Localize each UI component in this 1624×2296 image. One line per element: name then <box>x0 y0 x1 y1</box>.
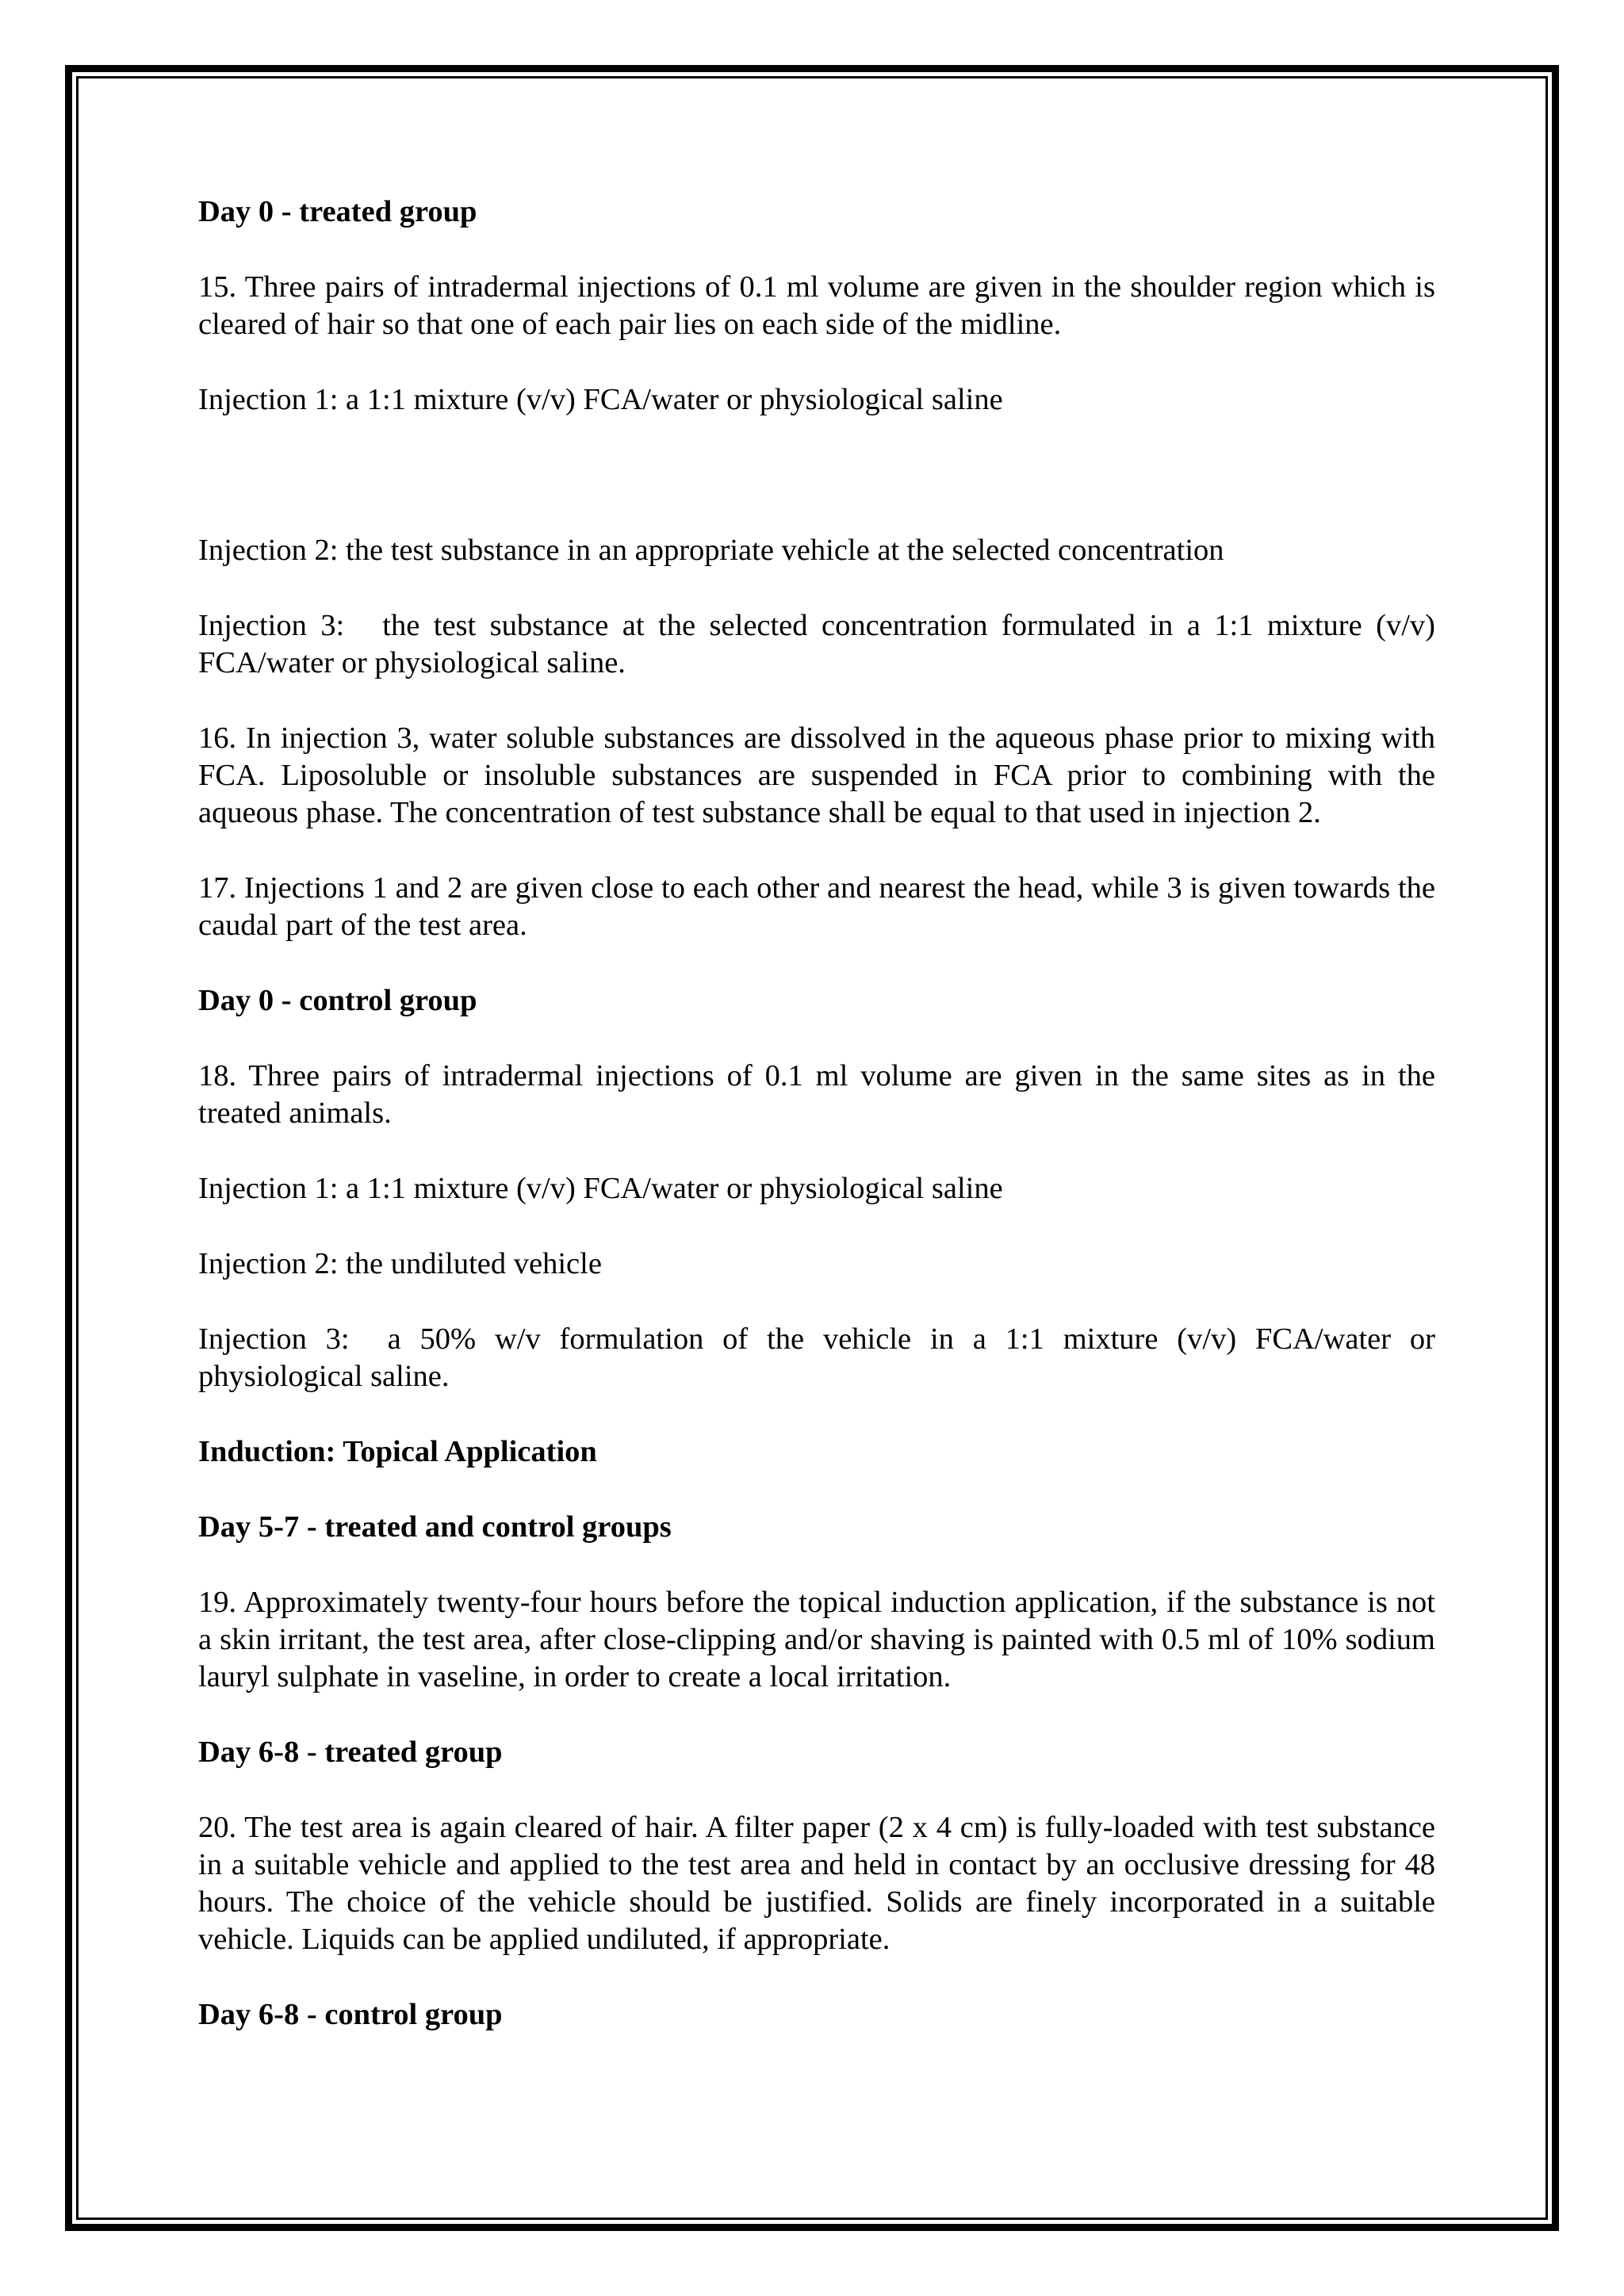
injection-1-control: Injection 1: a 1:1 mixture (v/v) FCA/water or physiological saline <box>198 1172 1003 1205</box>
injection-3-text: the test substance at the selected concentration formulated in a 1:1 mixture (v/v) FCA/water or physiological saline. <box>198 609 1435 679</box>
injection-3-treated <box>198 607 1435 682</box>
injection-2-control: Injection 2: the undiluted vehicle <box>198 1247 602 1280</box>
injection-3-text: a 50% w/v formulation of the vehicle in a 1:1 mixture (v/v) FCA/water or physiological saline. <box>198 1322 1435 1393</box>
injection-3-label: Injection 3: <box>198 609 345 642</box>
section-heading-day6-8-treated: Day 6-8 - treated group <box>198 1735 503 1769</box>
paragraph-16: 16. In injection 3, water soluble substances are dissolved in the aqueous phase prior to mixing with FCA. Liposoluble or insoluble substances are suspended in FCA prior to combining with the aqueous phase. The concentration of test substance shall be equal to that used in injection 2. <box>198 721 1435 829</box>
section-heading-induction-topical: Induction: Topical Application <box>198 1435 597 1468</box>
paragraph-17: 17. Injections 1 and 2 are given close to each other and nearest the head, while 3 is given towards the caudal part of the test area. <box>198 871 1435 942</box>
injection-3-control <box>198 1321 1435 1395</box>
section-heading-day0-treated: Day 0 - treated group <box>198 195 477 228</box>
section-heading-day5-7: Day 5-7 - treated and control groups <box>198 1510 672 1544</box>
paragraph-20: 20. The test area is again cleared of hair. A filter paper (2 x 4 cm) is fully-loaded with test substance in a suitable vehicle and applied to the test area and held in contact by an occlusive dressing for 48 hours. The choice of the vehicle should be justified. Solids are finely incorporated in a suitable vehicle. Liquids can be applied undiluted, if appropriate. <box>198 1811 1435 1956</box>
section-heading-day6-8-control: Day 6-8 - control group <box>198 1998 503 2031</box>
injection-3-label: Injection 3: <box>198 1322 350 1356</box>
injection-2-treated: Injection 2: the test substance in an appropriate vehicle at the selected concentration <box>198 534 1224 567</box>
paragraph-18: 18. Three pairs of intradermal injections of 0.1 ml volume are given in the same sites as in the treated animals. <box>198 1059 1435 1130</box>
paragraph-15: 15. Three pairs of intradermal injections of 0.1 ml volume are given in the shoulder region which is cleared of hair so that one of each pair lies on each side of the midline. <box>198 270 1435 341</box>
document-body <box>198 193 1435 2034</box>
injection-1-treated: Injection 1: a 1:1 mixture (v/v) FCA/water or physiological saline <box>198 383 1003 416</box>
section-heading-day0-control: Day 0 - control group <box>198 984 477 1017</box>
paragraph-19: 19. Approximately twenty-four hours before the topical induction application, if the substance is not a skin irritant, the test area, after close-clipping and/or shaving is painted with 0.5 ml of 10% sodium lauryl sulphate in vaseline, in order to create a local irritation. <box>198 1586 1435 1693</box>
